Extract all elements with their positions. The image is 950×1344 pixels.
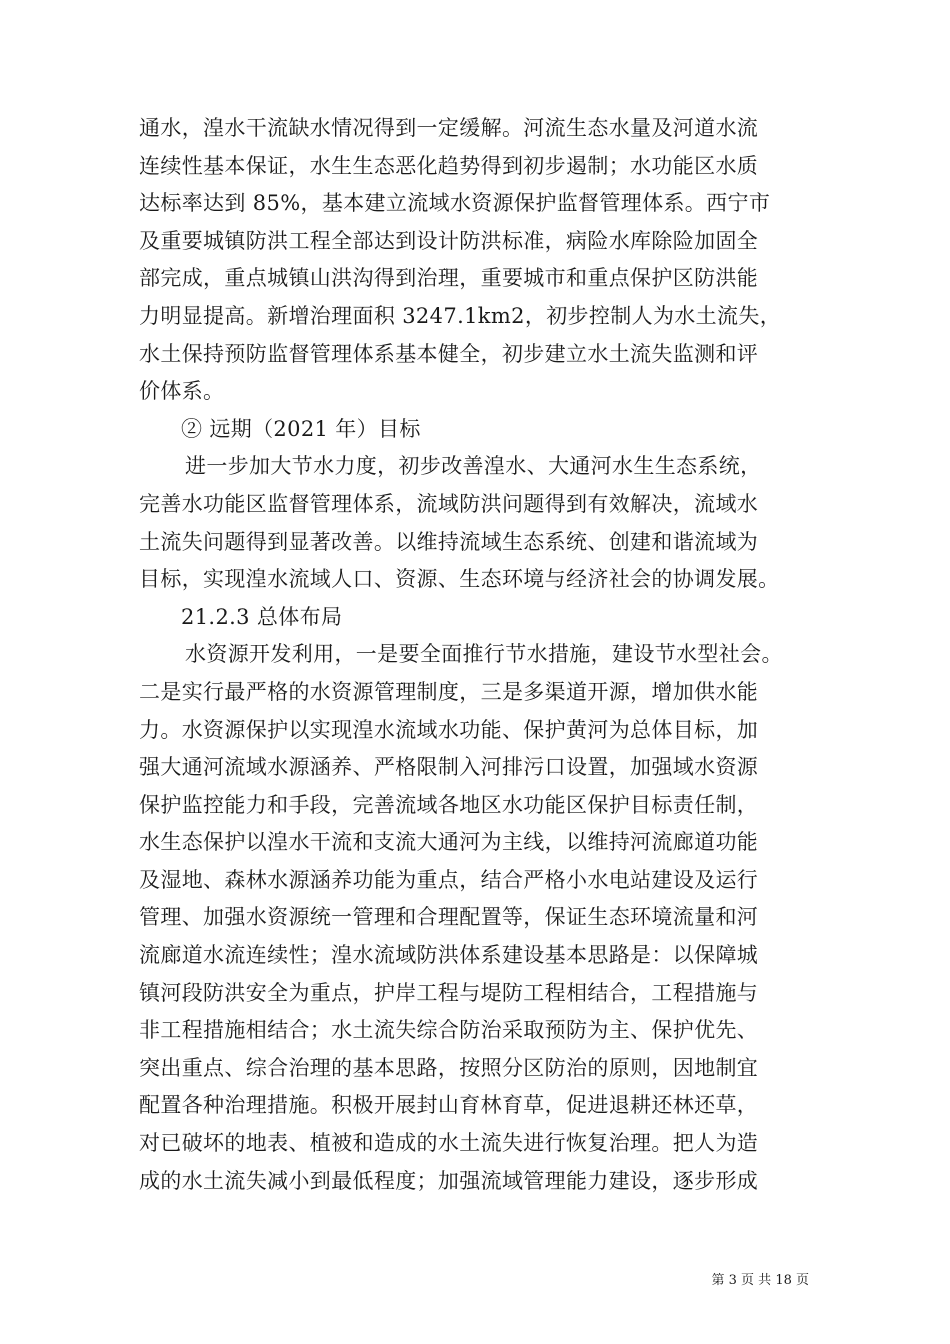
text-line: 价体系。 (139, 379, 225, 404)
text-line: 流廊道水流连续性；湟水流域防洪体系建设基本思路是：以保障城 (139, 943, 759, 968)
text-line: 水生态保护以湟水干流和支流大通河为主线，以维持河流廊道功能 (139, 830, 759, 855)
text-line: 达标率达到 85%，基本建立流域水资源保护监督管理体系。西宁市 (139, 191, 771, 216)
text-line: 及重要城镇防洪工程全部达到设计防洪标准，病险水库除险加固全 (139, 228, 759, 253)
text-line: 力明显提高。新增治理面积 3247.1km2，初步控制人为水土流失， (139, 303, 782, 328)
paragraph-first-line: 进一步加大节水力度，初步改善湟水、大通河水生生态系统， (185, 454, 762, 479)
text-line: 配置各种治理措施。积极开展封山育林育草，促进退耕还林还草， (139, 1093, 759, 1118)
text-line: 及湿地、森林水源涵养功能为重点，结合严格小水电站建设及运行 (139, 867, 759, 892)
text-line: 对已破坏的地表、植被和造成的水土流失进行恢复治理。把人为造 (139, 1131, 759, 1156)
text-line: 保护监控能力和手段，完善流域各地区水功能区保护目标责任制， (139, 792, 759, 817)
text-line: 通水，湟水干流缺水情况得到一定缓解。河流生态水量及河道水流 (139, 116, 759, 140)
page-number: 第 3 页 共 18 页 (711, 1273, 809, 1288)
text-line: 非工程措施相结合；水土流失综合防治采取预防为主、保护优先、 (139, 1018, 759, 1043)
text-line: 镇河段防洪安全为重点，护岸工程与堤防工程相结合，工程措施与 (139, 980, 759, 1005)
text-line: 管理、加强水资源统一管理和合理配置等，保证生态环境流量和河 (139, 905, 759, 930)
text-line: 连续性基本保证，水生生态恶化趋势得到初步遏制；水功能区水质 (139, 153, 759, 178)
text-line: 目标，实现湟水流域人口、资源、生态环境与经济社会的协调发展。 (139, 567, 780, 592)
text-line: 成的水土流失减小到最低程度；加强流域管理能力建设，逐步形成 (139, 1168, 759, 1193)
text-line: 强大通河流域水源涵养、严格限制入河排污口设置，加强域水资源 (139, 755, 759, 780)
body-text (139, 110, 829, 1200)
text-line: 土流失问题得到显著改善。以维持流域生态系统、创建和谐流域为 (139, 529, 759, 554)
paragraph-first-line: 水资源开发利用，一是要全面推行节水措施，建设节水型社会。 (185, 642, 783, 667)
text-line: 部完成，重点城镇山洪沟得到治理，重要城市和重点保护区防洪能 (139, 266, 759, 291)
text-line: 二是实行最严格的水资源管理制度，三是多渠道开源，增加供水能 (139, 679, 759, 704)
paragraph-first-line: 21.2.3 总体布局 (181, 604, 343, 629)
text-line: 完善水功能区监督管理体系，流域防洪问题得到有效解决，流域水 (139, 491, 759, 516)
text-line: 突出重点、综合治理的基本思路，按照分区防治的原则，因地制宜 (139, 1055, 759, 1080)
text-line: 水土保持预防监督管理体系基本健全，初步建立水土流失监测和评 (139, 341, 759, 366)
paragraph-first-line: ② 远期（2021 年）目标 (181, 416, 421, 441)
text-line: 力。水资源保护以实现湟水流域水功能、保护黄河为总体目标，加 (139, 717, 759, 742)
